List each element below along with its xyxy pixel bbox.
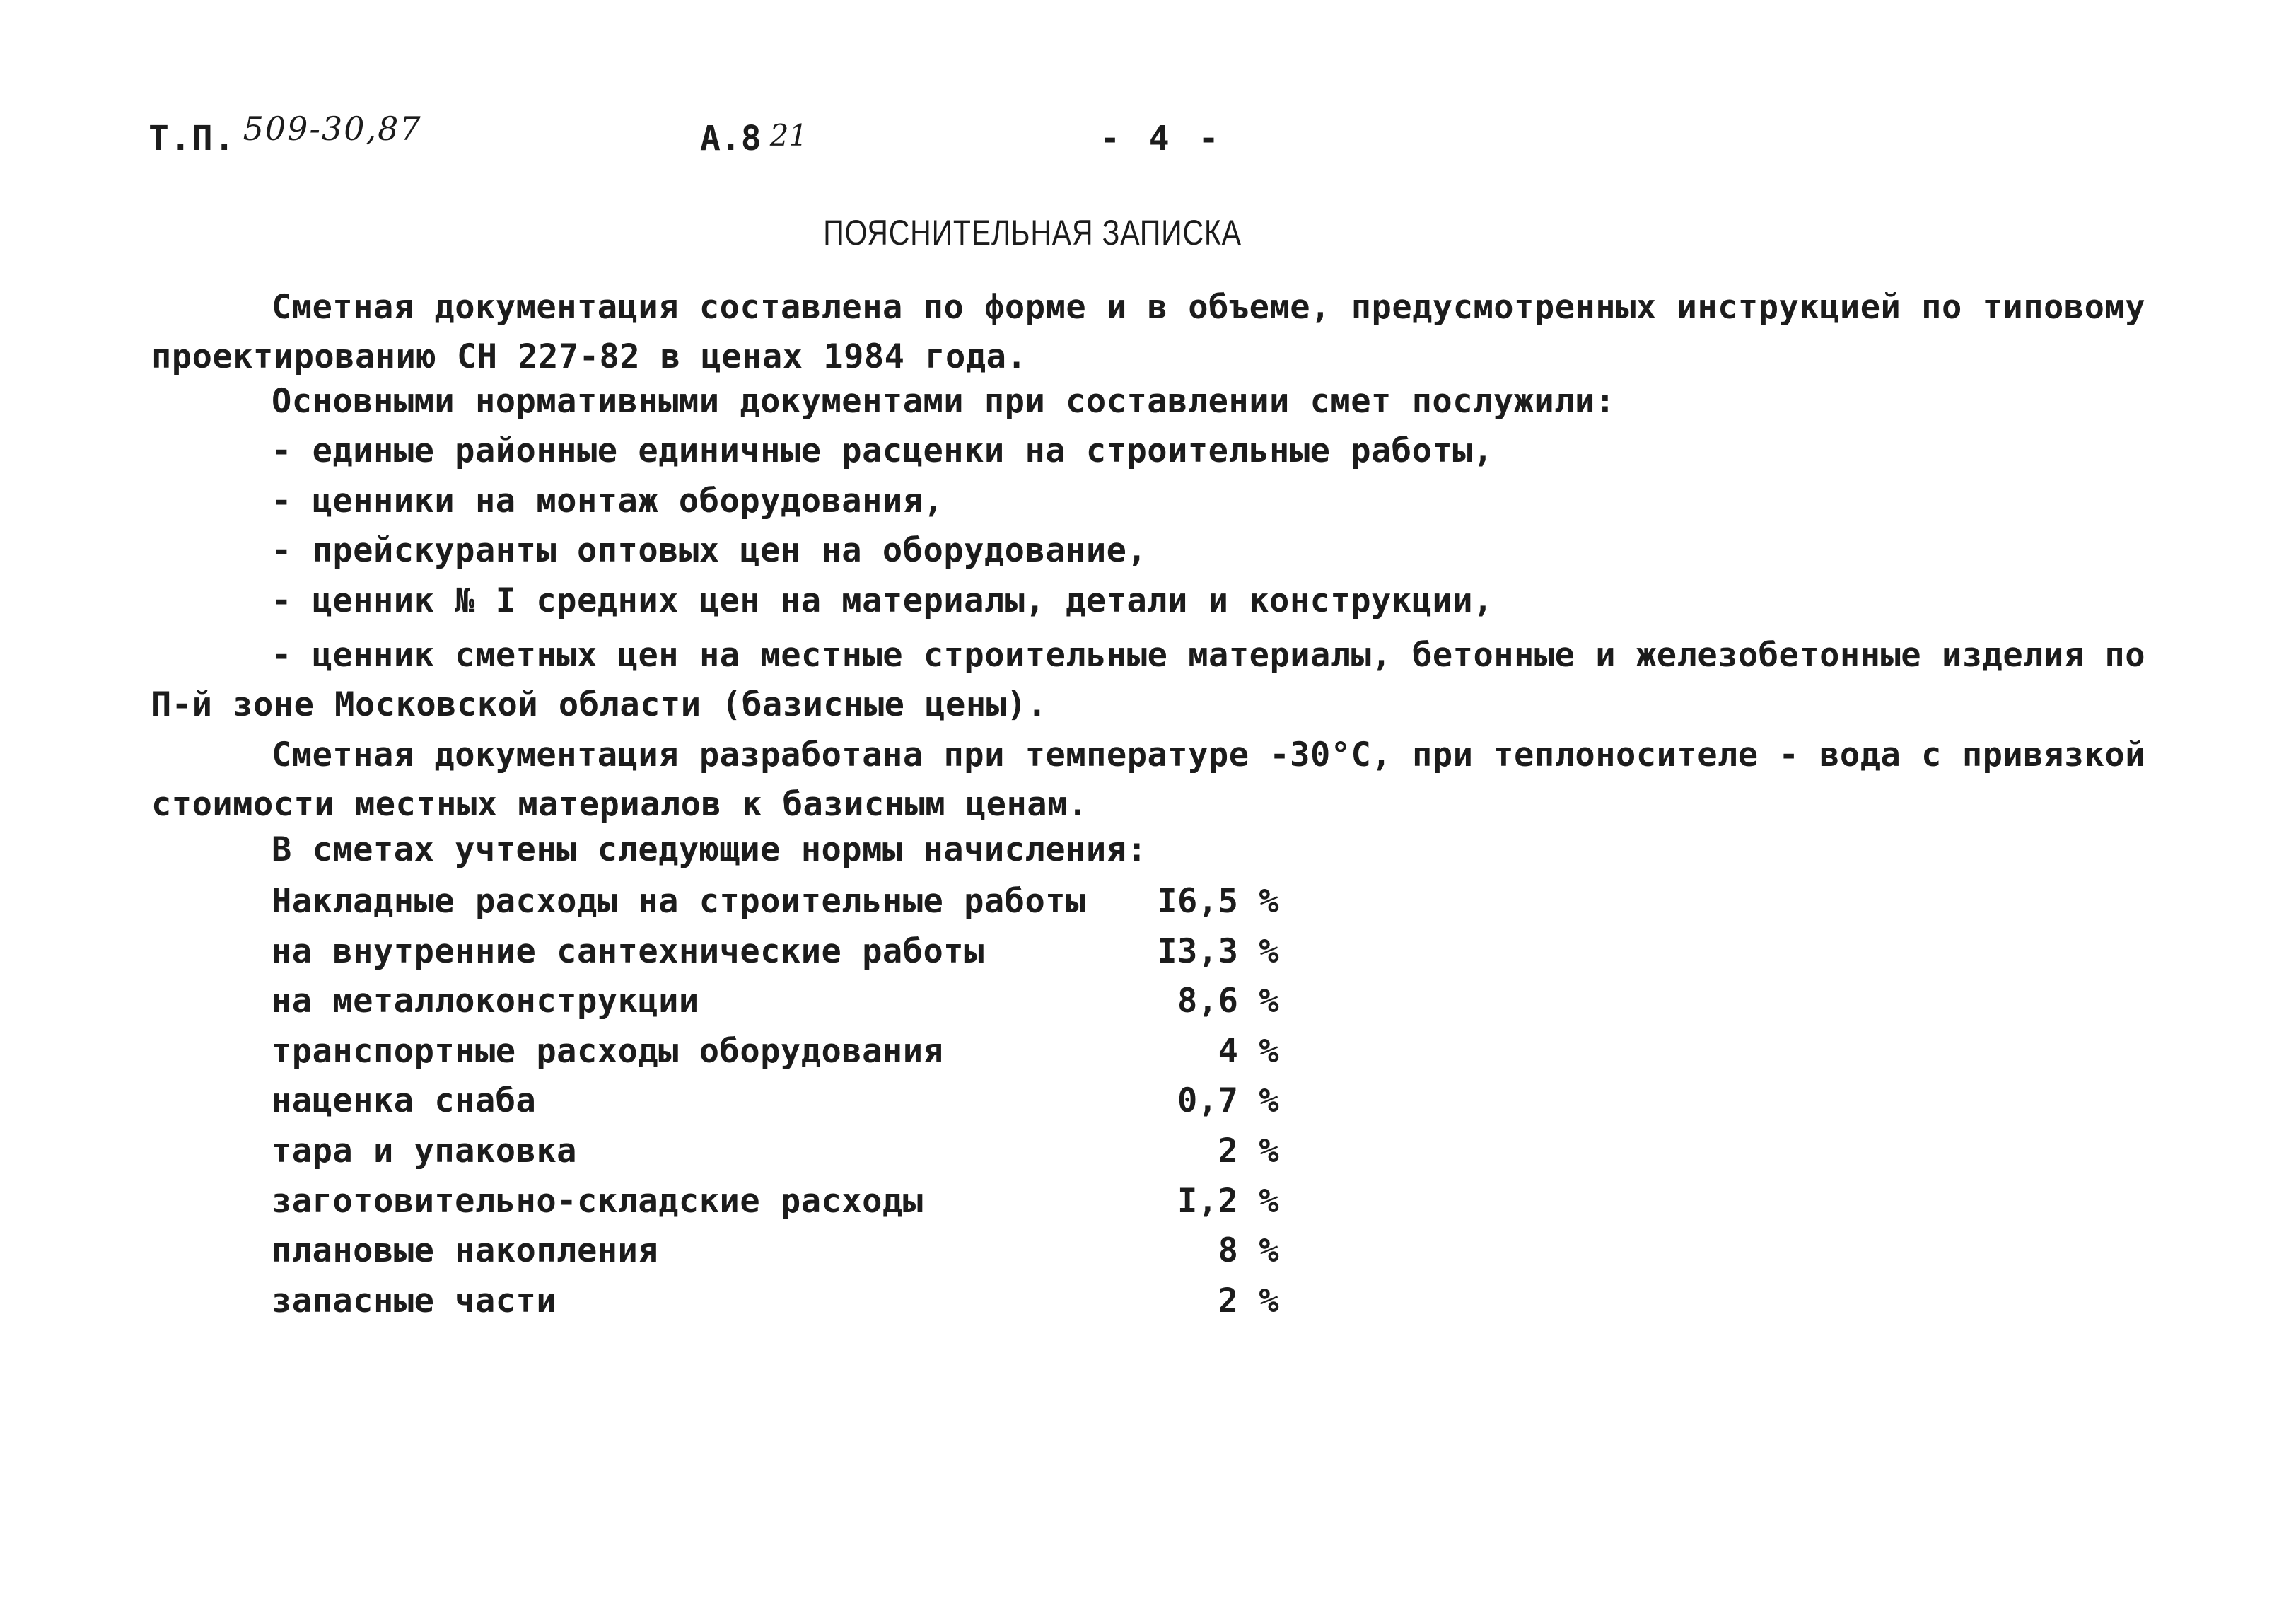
document-title: ПОЯСНИТЕЛЬНАЯ ЗАПИСКА (823, 213, 1242, 252)
rate-name: тара и упаковка (272, 1131, 577, 1170)
rate-name: Накладные расходы на строительные работы (272, 882, 1086, 921)
rate-name: на металлоконструкции (272, 982, 699, 1021)
rate-row (272, 1282, 1332, 1332)
rates-list (272, 882, 1332, 1331)
rate-name: транспортные расходы оборудования (272, 1031, 944, 1071)
rate-value: 4 % (1218, 1031, 1279, 1071)
page-number: - 4 - (1100, 119, 1223, 158)
intro-paragraph: Сметная документация составлена по форме и в объеме, предусмотренных инструкцией по типовому проектированию СН 227-82 в ценах 1984 года. (151, 288, 2145, 376)
temperature-paragraph: Сметная документация разработана при температуре -30°С, при теплоносителе - вода с привязкой стоимости местных материалов к базисным ценам. (151, 736, 2145, 824)
rate-value: I,2 % (1177, 1181, 1279, 1221)
source-item: - прейскуранты оптовых цен на оборудование, (272, 531, 1148, 570)
series-stamp (148, 110, 422, 158)
album-label: А.8 (700, 119, 762, 158)
rate-name: плановые накопления (272, 1231, 659, 1271)
rate-value: 8,6 % (1177, 982, 1279, 1021)
source-item: - ценники на монтаж оборудования, (272, 482, 944, 521)
rate-value: 2 % (1218, 1281, 1279, 1320)
rate-value: 8 % (1218, 1231, 1279, 1271)
rate-row (272, 1182, 1332, 1232)
series-prefix: Т.П. (148, 119, 236, 158)
rate-name: запасные части (272, 1281, 557, 1320)
rate-name: заготовительно-складские расходы (272, 1181, 923, 1221)
rate-value: I6,5 % (1157, 882, 1279, 921)
rate-row (272, 982, 1332, 1032)
rate-row (272, 932, 1332, 982)
source-item: - ценник № I средних цен на материалы, детали и конструкции, (272, 581, 1493, 620)
album-handwritten: 21 (769, 118, 808, 153)
rate-value: I3,3 % (1157, 931, 1279, 971)
page-header (148, 112, 1280, 175)
rate-name: на внутренние сантехнические работы (272, 931, 984, 971)
rates-intro: В сметах учтены следующие нормы начисления: (272, 830, 1148, 869)
rate-value: 2 % (1218, 1131, 1279, 1170)
source-item: - единые районные единичные расценки на строительные работы, (272, 431, 1493, 470)
album-stamp (700, 119, 808, 158)
rate-value: 0,7 % (1177, 1081, 1279, 1121)
rate-row (272, 882, 1332, 932)
rate-row (272, 1132, 1332, 1182)
rate-row (272, 1032, 1332, 1082)
sources-intro: Основными нормативными документами при составлении смет послужили: (272, 382, 1616, 421)
series-number: 509-30,87 (243, 110, 422, 148)
rate-row (272, 1231, 1332, 1282)
source-item-last: - ценник сметных цен на местные строительные материалы, бетонные и железобетонные изделия по П-й зоне Московской области (базисные цены). (151, 636, 2145, 724)
rate-name: наценка снаба (272, 1081, 537, 1121)
rate-row (272, 1081, 1332, 1132)
